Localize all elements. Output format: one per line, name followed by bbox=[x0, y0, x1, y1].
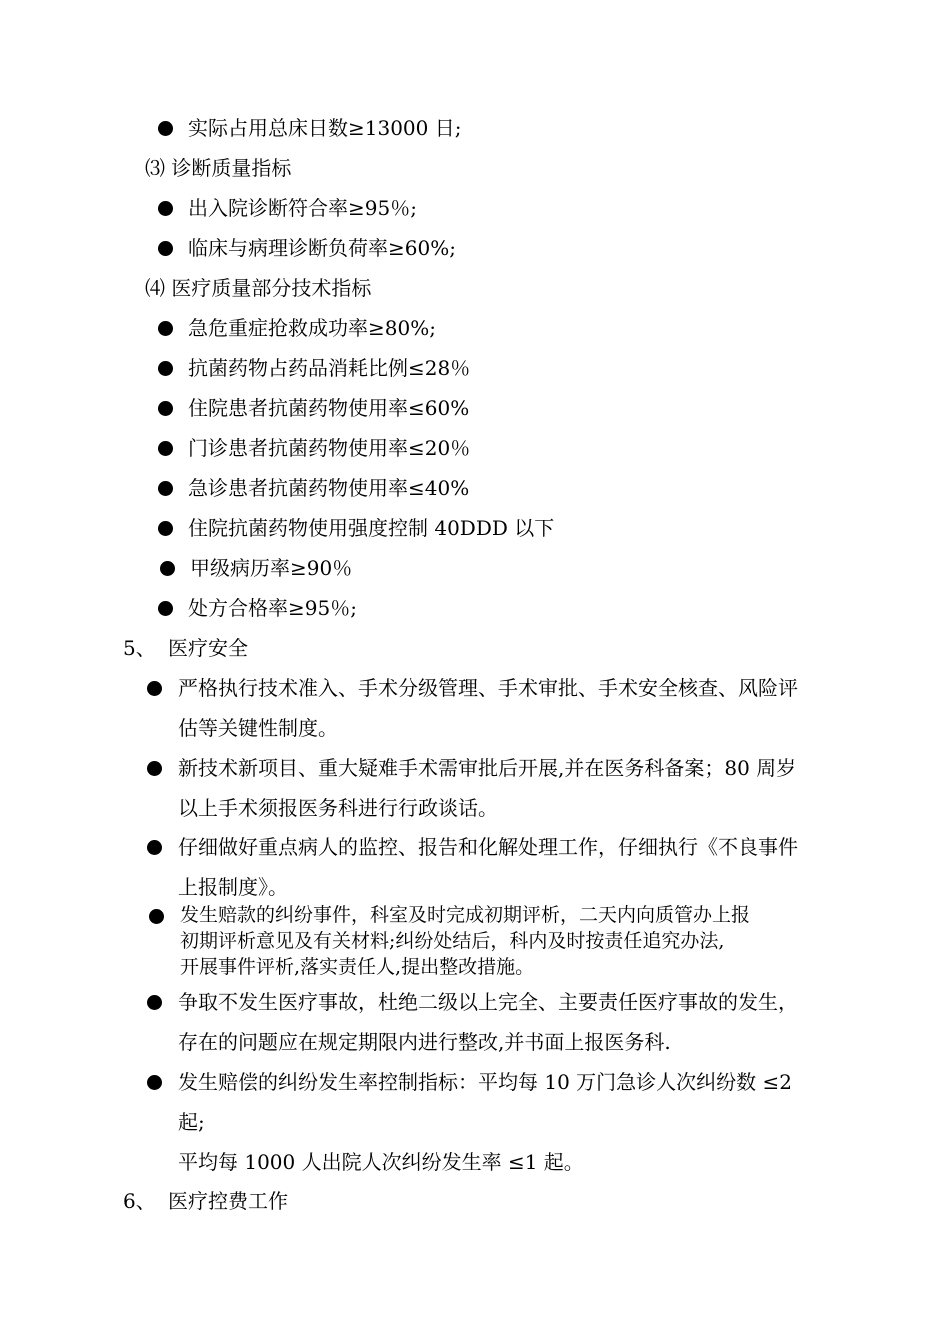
list-item-line: 初期评析意见及有关材料;纠纷处结后，科内及时按责任追究办法, bbox=[180, 930, 725, 952]
subheading-technical-indicators: ⑷ 医疗质量部分技术指标 bbox=[145, 276, 372, 300]
list-item: 急诊患者抗菌药物使用率≤40% bbox=[188, 476, 470, 500]
bullet bbox=[158, 441, 173, 456]
list-item-line: 争取不发生医疗事故，杜绝二级以上完全、主要责任医疗事故的发生， bbox=[178, 990, 798, 1014]
list-item-line: 上报制度》。 bbox=[178, 875, 288, 899]
list-item-line: 平均每 1000 人出院人次纠纷发生率 ≤1 起。 bbox=[178, 1150, 584, 1174]
bullet bbox=[147, 840, 162, 855]
list-item-line: 仔细做好重点病人的监控、报告和化解处理工作，仔细执行《不良事件 bbox=[178, 835, 798, 859]
section-number: 5、 bbox=[123, 636, 156, 660]
list-item: 处方合格率≥95％; bbox=[188, 596, 357, 620]
list-item: 甲级病历率≥90％ bbox=[190, 556, 353, 580]
bullet bbox=[147, 1075, 162, 1090]
list-item-line: 以上手术须报医务科进行行政谈话。 bbox=[178, 796, 498, 820]
bullet bbox=[158, 601, 173, 616]
list-item: 临床与病理诊断负荷率≥60%; bbox=[188, 236, 456, 260]
bullet bbox=[147, 995, 162, 1010]
subheading-diagnosis-quality: ⑶ 诊断质量指标 bbox=[145, 156, 292, 180]
list-item-line: 起; bbox=[178, 1110, 205, 1134]
bullet bbox=[158, 361, 173, 376]
bullet bbox=[158, 521, 173, 536]
list-item: 急危重症抢救成功率≥80%; bbox=[188, 316, 436, 340]
list-item: 出入院诊断符合率≥95％; bbox=[188, 196, 417, 220]
list-item-line: 估等关键性制度。 bbox=[178, 716, 338, 740]
bullet bbox=[158, 481, 173, 496]
list-item-line: 存在的问题应在规定期限内进行整改,并书面上报医务科. bbox=[178, 1030, 671, 1054]
bullet bbox=[158, 321, 173, 336]
bullet bbox=[158, 241, 173, 256]
list-item-line: 开展事件评析,落实责任人,提出整改措施。 bbox=[180, 956, 535, 978]
section-number: 6、 bbox=[123, 1189, 156, 1213]
bullet bbox=[147, 761, 162, 776]
bullet bbox=[158, 401, 173, 416]
list-item: 抗菌药物占药品消耗比例≤28％ bbox=[188, 356, 471, 380]
list-item-line: 新技术新项目、重大疑难手术需审批后开展,并在医务科备案；80 周岁 bbox=[178, 756, 797, 780]
bullet bbox=[158, 201, 173, 216]
list-item: 住院抗菌药物使用强度控制 40DDD 以下 bbox=[188, 516, 555, 540]
list-item-line: 发生赔偿的纠纷发生率控制指标：平均每 10 万门急诊人次纠纷数 ≤2 bbox=[178, 1070, 793, 1094]
bullet bbox=[158, 121, 173, 136]
bullet bbox=[160, 561, 175, 576]
list-item-line: 严格执行技术准入、手术分级管理、手术审批、手术安全核查、风险评 bbox=[178, 676, 798, 700]
list-item: 实际占用总床日数≥13000 日; bbox=[188, 116, 462, 140]
bullet bbox=[147, 681, 162, 696]
list-item: 门诊患者抗菌药物使用率≤20％ bbox=[188, 436, 471, 460]
list-item: 住院患者抗菌药物使用率≤60% bbox=[188, 396, 470, 420]
bullet bbox=[149, 909, 164, 924]
section-heading: 医疗安全 bbox=[168, 636, 248, 660]
list-item-line: 发生赔款的纠纷事件，科室及时完成初期评析，二天内向质管办上报 bbox=[180, 904, 751, 926]
section-heading: 医疗控费工作 bbox=[168, 1189, 288, 1213]
